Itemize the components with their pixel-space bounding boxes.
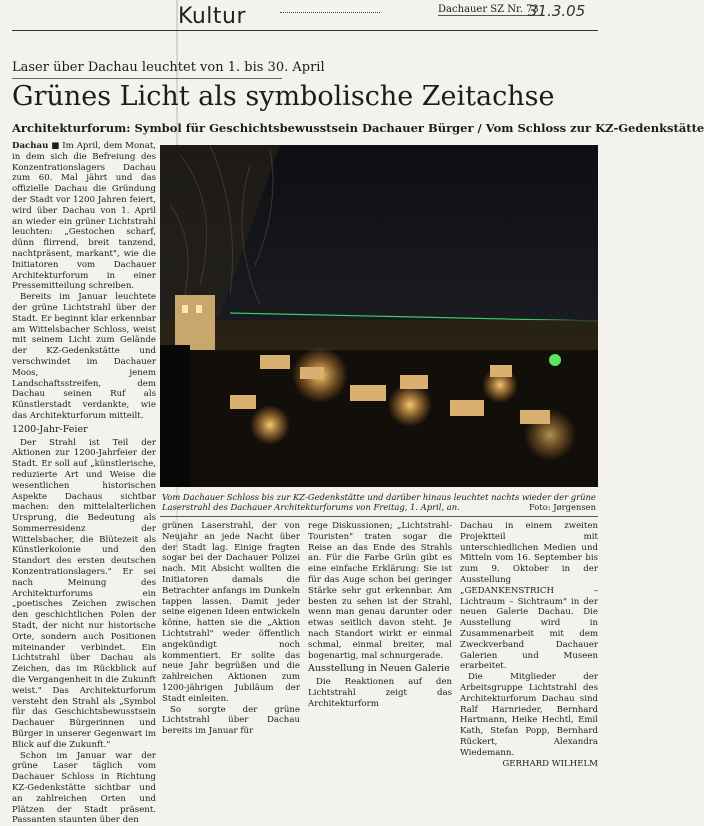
author-byline: GERHARD WILHELM — [502, 758, 598, 769]
paper-issue: Dachauer SZ Nr. 73 — [438, 4, 539, 15]
article-column-4 — [460, 521, 598, 769]
paragraph: Die Reaktionen auf den Lichtstrahl zeigt das Architekturform — [308, 677, 452, 709]
handwritten-date: 31.3.05 — [528, 2, 586, 20]
header-rule — [12, 30, 598, 31]
night-city-photo-icon — [160, 145, 598, 487]
paragraph: Schon im Januar war der grüne Laser täglich vom Dachauer Schloss in Richtung KZ-Gedenkstätte sichtbar und an zahlreichen Orten und Plätzen der Stadt präsent. Passanten staunten über den — [12, 750, 156, 826]
article-column-2 — [162, 521, 300, 737]
article-subhead: Architekturforum: Symbol für Geschichtsbewusstsein Dachauer Bürger / Vom Schloss zur KZ-Gedenkstätte — [12, 121, 704, 135]
paragraph-text: ■ Im April, dem Monat, in dem sich die Befreiung des Konzentrationslagers Dachau zum 60. Mal jährt und das offizielle Dachau die Gründung der Stadt vor 1200 Jahren feiert, wird über Dachau von 1. April an wieder ein grüner Lichtstrahl leuchten: „Gestochen scharf, dünn flirrend, breit tanzend, nachtpräsent, markant", wie die Initiatoren vom Dachauer Architekturforum in einer Pressemitteilung schreiben. — [12, 141, 156, 292]
paragraph: Der Strahl ist Teil der Aktionen zur 1200-Jahrfeier der Stadt. Er soll auf „künstlerische, reduzierte Art und Weise die wesentlichen historischen Aspekte Dachaus sichtbar machen: den mittelalterlichen Ursprung, die Bedeutung als Sommerresidenz der Wittelsbacher, die Blütezeit als Künstlerkolonie und den Standort des ersten deutschen Konzentrationslagers." Er sei nach Meinung des Architekturforums ein „poetisches Zeichen zwischen den geschichtlichen Polen der Stadt, der nicht nur historische Orte, sondern auch Positionen miteinander verbindet. Ein Lichtstrahl über Dachau als Zeichen, das im Rückblick auf die Vergangenheit in die Zukunft weist." Das Architekturforum versteht den Strahl als „Symbol für das Geschichtsbewusstsein Dachauer Bürgerinnen und Bürger in unserer Gegenwart im Blick auf die Zukunft." — [12, 437, 157, 750]
photo-credit: Foto: Jørgensen — [528, 502, 596, 512]
paragraph: rege Diskussionen; „Lichtstrahl-Touristen" traten sogar die Reise an das Ende des Strahls an. Für die Farbe Grün gibt es eine einfache Erklärung: Sie ist für das Auge schon bei geringer Stärke sehr gut erkennbar. Am besten zu sehen ist der Strahl, wenn man genau darunter oder etwas seitlich davon steht. Je nach Standort wirkt er einmal schmal, einmal breiter, mal bogenartig, mal schnurgerade. — [308, 521, 452, 661]
paragraph: Bereits im Januar leuchtete der grüne Lichtstrahl über der Stadt. Er beginnt klar erkennbar am Wittelsbacher Schloss, weist mit seinem Licht zum Gelände der KZ-Gedenkstätte und verschwindet im Dachauer Moos, jenem Landschaftsstreifen, dem Dachau seinen Ruf als Künstlerstadt verdankte, wie das Architekturforum mitteilt. — [12, 292, 156, 421]
subheading: Ausstellung in Neuen Galerie — [308, 663, 450, 675]
section-title: Kultur — [178, 4, 247, 29]
paragraph: Dachau in einem zweiten Projektteil mit unterschiedlichen Medien und Mitteln vom 16. September bis zum 9. Oktober in der Ausstellung „GEDANKENSTRICH – Lichtraum – Sichtraum" in der neuen Galerie Dachau. Die Ausstellung wird in Zusammenarbeit mit dem Zweckverband Dachauer Galerien und Museen erarbeitet. — [460, 521, 598, 672]
article-column-1 — [12, 141, 156, 826]
article-column-3 — [308, 521, 452, 710]
article-headline: Grünes Licht als symbolische Zeitachse — [12, 81, 555, 112]
photo-caption — [162, 492, 596, 512]
paragraph: So sorgte der grüne Lichtstrahl über Dachau bereits im Januar für — [162, 704, 300, 737]
subheading: 1200-Jahr-Feier — [12, 423, 88, 435]
photo-svg — [160, 145, 598, 487]
paragraph — [12, 141, 156, 292]
paragraph: Die Mitglieder der Arbeitsgruppe Lichtstrahl des Architekturforum Dachau sind Ralf Harnrieder, Bernhard Hartmann, Heike Hechtl, Emil Kath, Stefan Popp, Bernhard Rückert, Alexandra Wiedemann. — [460, 672, 598, 758]
kicker-rule — [12, 78, 282, 79]
caption-text: Vom Dachauer Schloss bis zur KZ-Gedenkstätte und darüber hinaus leuchtet nachts wieder der grüne Laserstrahl des Dachauer Architekturforums von Freitag, 1. April, an. — [162, 492, 596, 512]
dotted-rule — [280, 12, 380, 13]
dateline: Dachau — [12, 141, 49, 151]
caption-rule — [160, 516, 598, 517]
article-kicker: Laser über Dachau leuchtet von 1. bis 30. April — [12, 60, 325, 75]
paragraph: grünen Laserstrahl, der von Neujahr an jede Nacht über der Stadt lag. Einige fragten sogar bei der Dachauer Polizei nach. Mit Absicht wollten die Initiatoren damals die Betrachter anfangs im Dunkeln tappen lassen. Damit jeder seine eigenen Ideen entwickeln könne, hatten sie die „Aktion Lichtstrahl" weder öffentlich angekündigt noch kommentiert. Er sollte das neue Jahr begrüßen und die zahlreichen Aktionen zum 1200-jährigen Jubiläum der Stadt einleiten. — [162, 521, 300, 704]
